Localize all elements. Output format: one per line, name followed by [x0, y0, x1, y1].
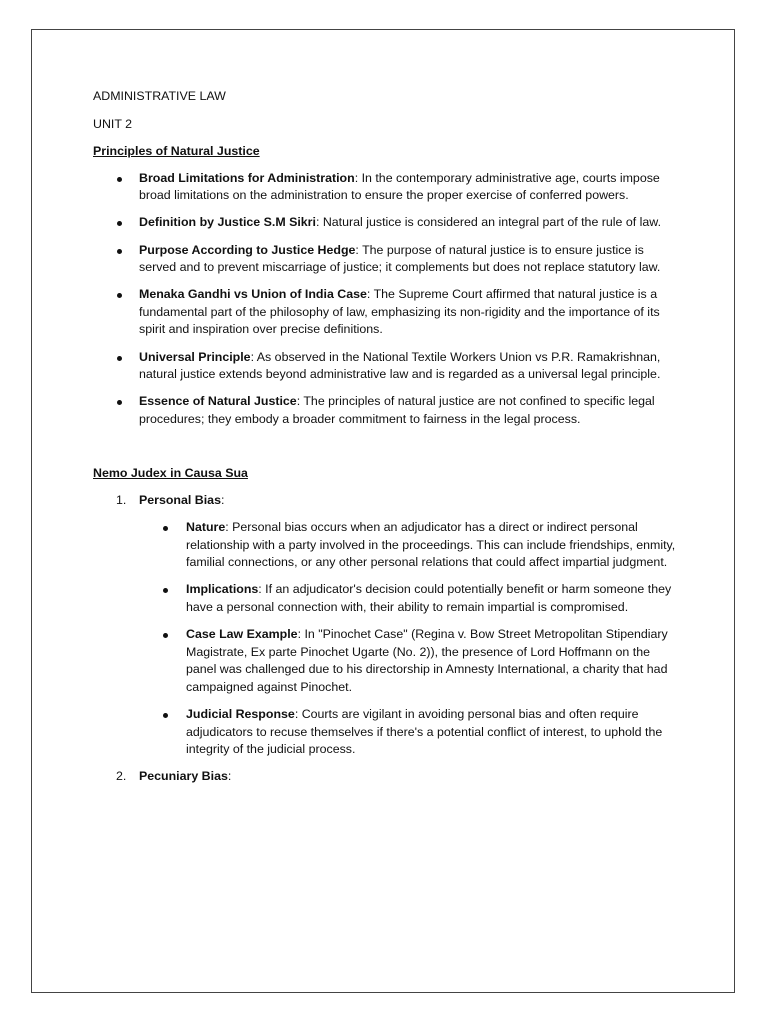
list-item — [93, 286, 683, 339]
natural-justice-list — [93, 170, 683, 429]
list-item — [139, 581, 683, 616]
personal-bias-sublist — [139, 519, 683, 759]
item-term: Implications — [186, 582, 259, 597]
section-spacer — [93, 438, 683, 465]
section-heading-natural-justice: Principles of Natural Justice — [93, 144, 260, 159]
item-text: : As observed in the National Textile Workers Union vs P.R. Ramakrishnan, natural justice extends beyond administrative law and is regarded as a universal legal principle. — [139, 349, 661, 382]
item-text: : Personal bias occurs when an adjudicator has a direct or indirect personal relationship with a party involved in the proceedings. This can include friendships, enmity, familial connections, or any other personal relations that could affect impartial judgment. — [186, 520, 676, 570]
bias-types-list — [93, 492, 683, 786]
item-term: Personal Bias — [139, 492, 221, 507]
item-text: : If an adjudicator's decision could potentially benefit or harm someone they have a personal connection with, their ability to remain impartial is compromised. — [186, 582, 672, 614]
item-term: Menaka Gandhi vs Union of India Case — [139, 287, 367, 302]
numbered-item-pecuniary-bias — [93, 768, 683, 786]
document-page — [31, 29, 735, 993]
item-text: : In "Pinochet Case" (Regina v. Bow Street Metropolitan Stipendiary Magistrate, Ex parte Pinochet Ugarte (No. 2)), the presence of Lord Hoffmann on the panel was challenged due to his directorship in Amnesty International, a charity that had campaigned against Pinochet. — [186, 627, 668, 694]
list-item — [93, 170, 683, 205]
section-heading-nemo-judex: Nemo Judex in Causa Sua — [93, 465, 248, 480]
item-text: : The Supreme Court affirmed that natural justice is a fundamental part of the philosophy of law, emphasizing its non-rigidity and the importance of its spirit and inspiration over precise definitions. — [139, 287, 660, 337]
item-term: Judicial Response — [186, 706, 295, 721]
item-text: : In the contemporary administrative age, courts impose broad limitations on the administration to ensure the proper exercise of conferred powers. — [139, 170, 660, 203]
item-term: Universal Principle — [139, 349, 251, 364]
item-text: : The purpose of natural justice is to ensure justice is served and to prevent miscarriage of justice; it complements but does not replace statutory law. — [139, 242, 661, 275]
item-term: Purpose According to Justice Hedge — [139, 242, 356, 257]
item-term: Nature — [186, 520, 226, 535]
item-term: Case Law Example — [186, 627, 298, 642]
numbered-item-personal-bias — [93, 492, 683, 759]
document-title: ADMINISTRATIVE LAW — [93, 89, 226, 103]
item-term: Essence of Natural Justice — [139, 394, 297, 409]
list-item — [139, 519, 683, 572]
list-item — [93, 349, 683, 384]
item-number: 1. — [116, 492, 127, 507]
item-suffix: : — [227, 769, 232, 784]
unit-label: UNIT 2 — [93, 116, 133, 131]
item-term: Broad Limitations for Administration — [139, 170, 355, 185]
list-item — [93, 242, 683, 277]
list-item — [139, 626, 683, 696]
list-item — [139, 706, 683, 759]
item-text: : Courts are vigilant in avoiding personal bias and often require adjudicators to recuse themselves if there's a potential conflict of interest, to uphold the integrity of the judicial process. — [186, 706, 663, 757]
item-suffix: : — [220, 492, 225, 507]
list-item — [93, 393, 683, 428]
item-term: Pecuniary Bias — [139, 769, 228, 784]
list-item — [93, 214, 683, 232]
document-content — [93, 88, 683, 795]
item-text: : The principles of natural justice are not confined to specific legal procedures; they embody a broader commitment to fairness in the legal process. — [139, 394, 655, 426]
item-number: 2. — [116, 769, 127, 784]
item-term: Definition by Justice S.M Sikri — [139, 215, 316, 230]
item-text: : Natural justice is considered an integral part of the rule of law. — [315, 215, 662, 230]
